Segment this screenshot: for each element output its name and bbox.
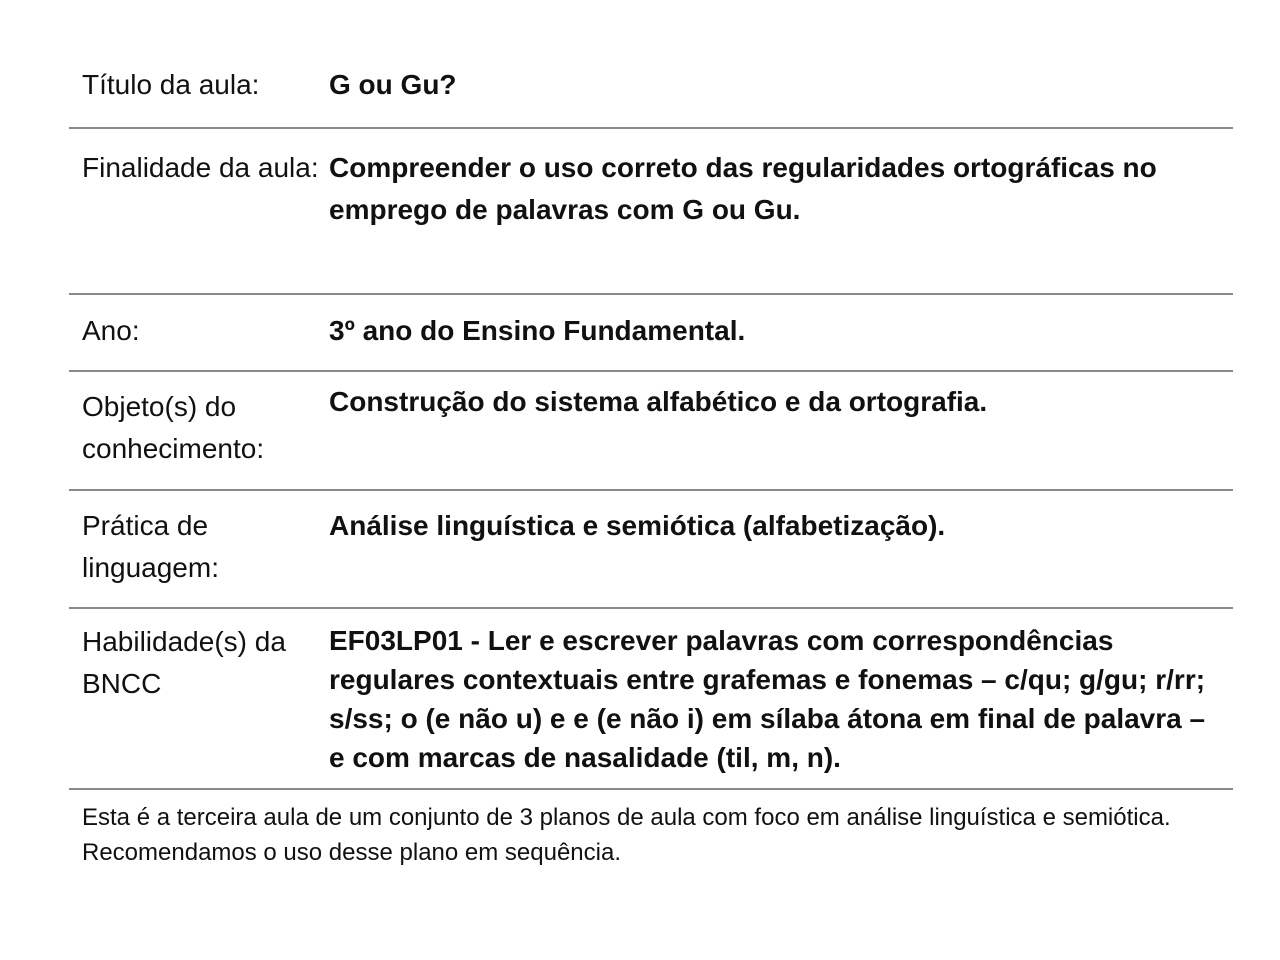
school-year-label: Ano: (82, 315, 140, 346)
row-language-practice (69, 491, 1233, 609)
sequence-note: Esta é a terceira aula de um conjunto de 3 planos de aula com foco em análise linguística e semiótica. Recomendamos o uso desse plano em sequência. (82, 804, 1171, 866)
lesson-title-value: G ou Gu? (329, 69, 457, 100)
lesson-purpose-value: Compreender o uso correto das regularidades ortográficas no emprego de palavras com G ou Gu. (329, 152, 1157, 225)
row-knowledge-objects (69, 372, 1233, 491)
row-lesson-purpose (69, 129, 1233, 295)
bncc-skills-value: EF03LP01 - Ler e escrever palavras com correspondências regulares contextuais entre grafemas e fonemas – c/qu; g/gu; r/rr; s/ss; o (e não u) e e (e não i) em sílaba átona em final de palavra – e com marcas de nasalidade (til, m, n). (329, 625, 1206, 773)
language-practice-label: Prática de linguagem: (82, 510, 219, 583)
school-year-value: 3º ano do Ensino Fundamental. (329, 315, 746, 346)
language-practice-value: Análise linguística e semiótica (alfabetização). (329, 510, 946, 541)
bncc-skills-label: Habilidade(s) da BNCC (82, 626, 286, 699)
row-lesson-title (69, 46, 1233, 129)
row-school-year (69, 295, 1233, 372)
lesson-purpose-label: Finalidade da aula: (82, 152, 319, 183)
row-bncc-skills (69, 609, 1233, 790)
knowledge-objects-label: Objeto(s) do conhecimento: (82, 391, 265, 464)
lesson-title-label: Título da aula: (82, 69, 260, 100)
lesson-plan-table (69, 46, 1233, 870)
knowledge-objects-value: Construção do sistema alfabético e da ortografia. (329, 386, 988, 417)
